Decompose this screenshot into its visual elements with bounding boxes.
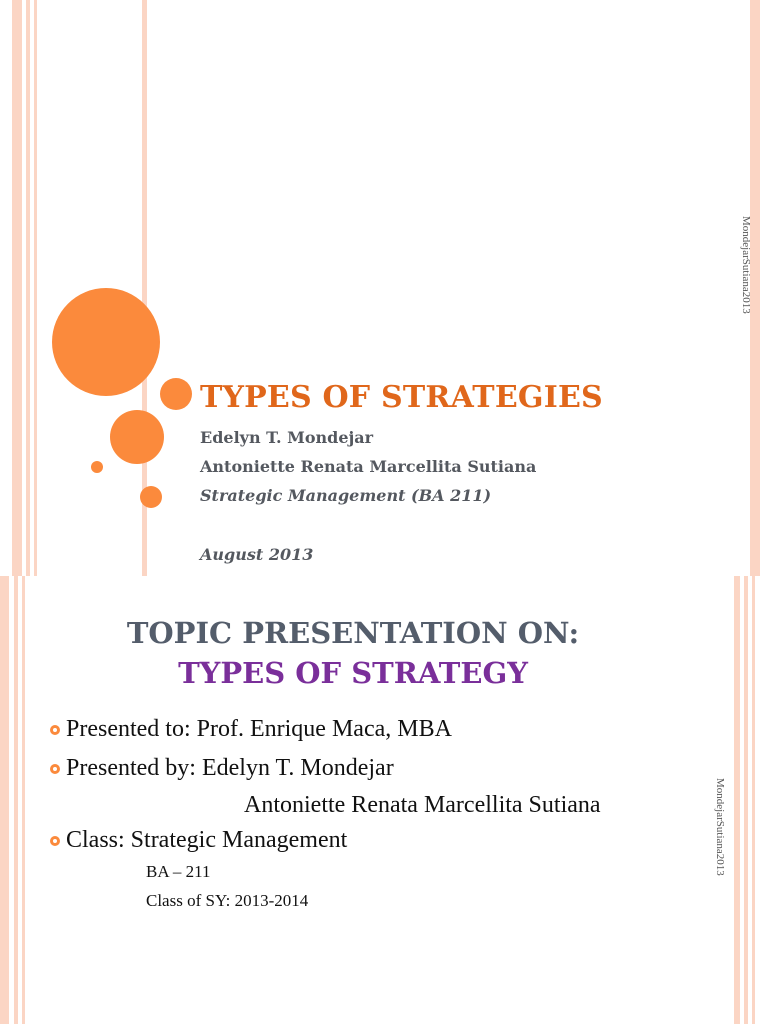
presentation-date: August 2013 [200,545,314,564]
decorative-circle-small [91,461,103,473]
decorative-stripe [734,576,740,1024]
decorative-circle [140,486,162,508]
course-name: Strategic Management (BA 211) [200,486,492,505]
bullet-item-class [50,827,347,854]
bullet-icon [50,836,60,846]
side-footer-text: MondejarSutiana2013 [714,778,726,876]
decorative-stripe [744,576,748,1024]
slide-subtitle: TYPES OF STRATEGY [178,656,528,690]
bullet-text: Class: Strategic Management [66,827,348,853]
bullet-text: Presented to: Prof. Enrique Maca, MBA [66,716,452,742]
decorative-stripe [752,576,755,1024]
author-name: Edelyn T. Mondejar [200,428,374,447]
bullet-item-presented-by [50,755,394,782]
decorative-stripe [34,0,37,576]
bullet-text: Presented by: Edelyn T. Mondejar [66,755,394,781]
class-code: BA – 211 [146,862,211,881]
decorative-circle-large [52,288,160,396]
bullet-icon [50,725,60,735]
slide-title: TYPES OF STRATEGIES [200,380,603,415]
slide-title: TOPIC PRESENTATION ON: [126,616,580,650]
decorative-circle [160,378,192,410]
presenter-name: Antoniette Renata Marcellita Sutiana [244,792,601,818]
class-school-year: Class of SY: 2013-2014 [146,891,309,910]
side-footer-text: MondejarSutiana2013 [740,216,752,314]
author-name: Antoniette Renata Marcellita Sutiana [200,457,537,476]
decorative-stripe [12,0,22,576]
decorative-stripe [26,0,30,576]
bullet-item-presented-to [50,716,452,743]
decorative-circle [110,410,164,464]
bullet-icon [50,764,60,774]
topic-slide [0,576,768,1024]
